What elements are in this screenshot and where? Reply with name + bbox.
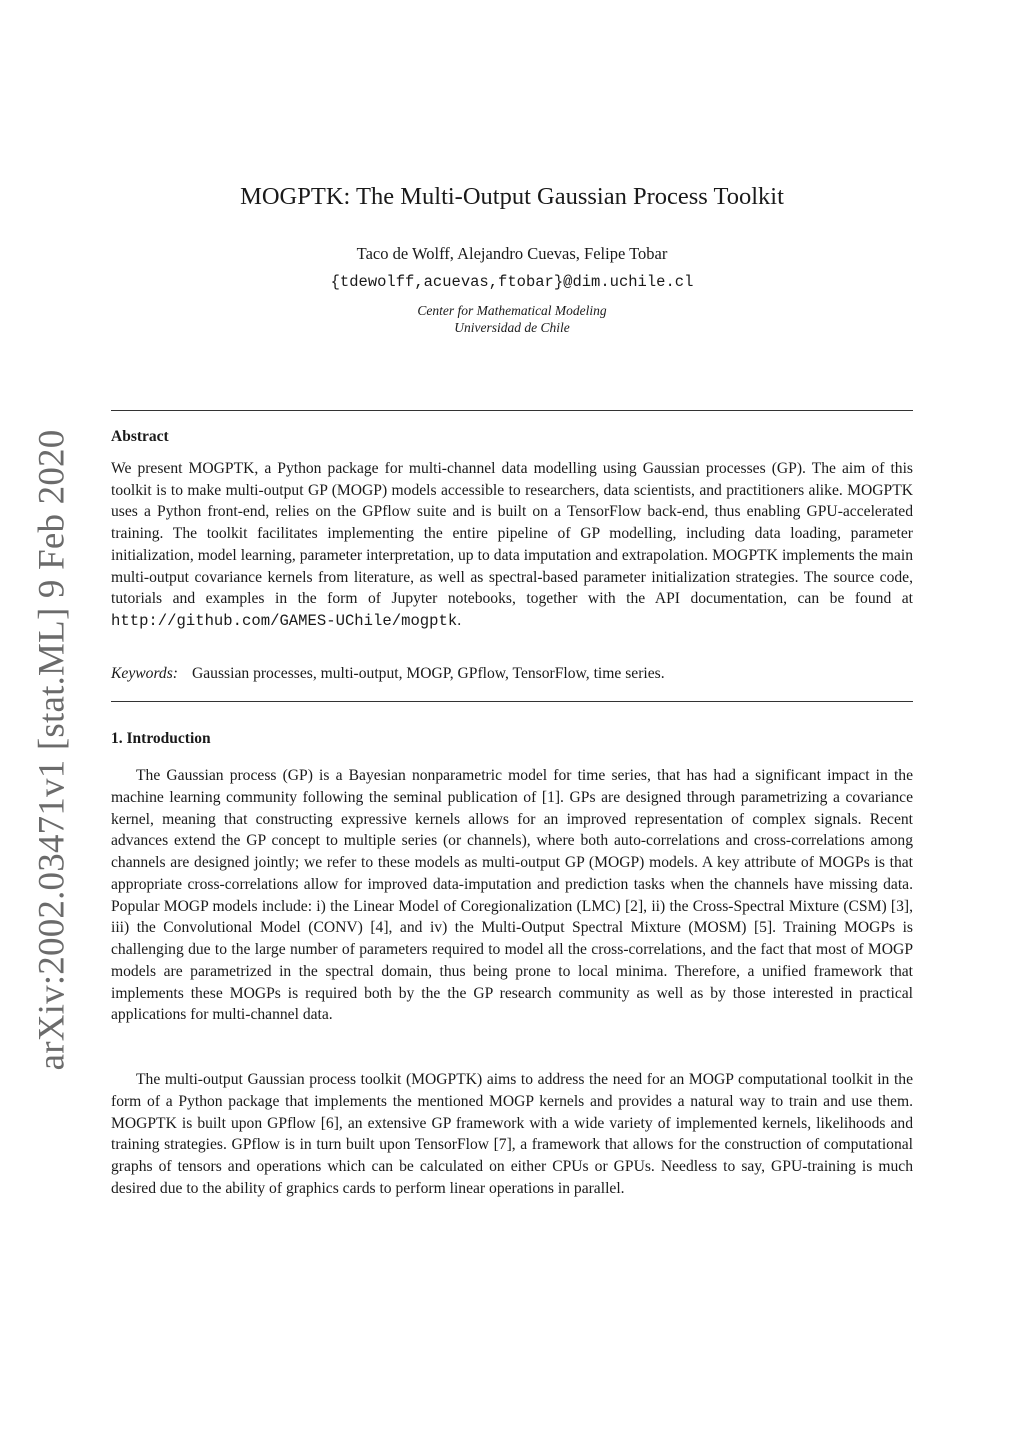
abstract-text: We present MOGPTK, a Python package for multi-channel data modelling using Gaussian processes (GP). The aim of this toolkit is to make multi-output GP (MOGP) models accessible to researchers, data scientists, and practitioners alike. MOGPTK uses a Python front-end, relies on the GPflow suite and is built on a TensorFlow back-end, thus enabling GPU-accelerated training. The toolkit facilitates implementing the entire pipeline of GP modelling, including data loading, parameter initialization, model learning, parameter interpretation, up to data imputation and extrapolation. MOGPTK implements the main multi-output covariance kernels from literature, as well as spectral-based parameter initialization strategies. The source code, tutorials and examples in the form of Jupyter notebooks, together with the API documentation, can be found at xyxy=(111,460,913,608)
abstract-heading: Abstract xyxy=(111,428,169,445)
introduction-paragraph-2: The multi-output Gaussian process toolkit (MOGPTK) aims to address the need for an MOGP computational toolkit in the form of a Python package that implements the mentioned MOGP kernels and provides a natural way to train and use them. MOGPTK is built upon GPflow [6], an extensive GP framework with a wide variety of implemented kernels, likelihoods and training strategies. GPflow is in turn built upon TensorFlow [7], a framework that allows for the construction of computational graphs of tensors and operations which can be calculated on either CPUs or GPUs. Needless to say, GPU-training is much desired due to the ability of graphics cards to perform linear operations in parallel. xyxy=(111,1071,913,1197)
arxiv-side-stamp: arXiv:2002.03471v1 [stat.ML] 9 Feb 2020 xyxy=(31,429,73,1071)
paper-title: MOGPTK: The Multi-Output Gaussian Process Toolkit xyxy=(240,183,784,210)
author-emails: {tdewolff,acuevas,ftobar}@dim.uchile.cl xyxy=(330,273,694,291)
abstract-bottom-rule xyxy=(111,701,913,702)
abstract-text-end: . xyxy=(457,611,462,629)
repository-url[interactable]: http://github.com/GAMES-UChile/mogptk xyxy=(111,611,458,630)
affiliation xyxy=(0,302,1024,336)
introduction-paragraph-1: The Gaussian process (GP) is a Bayesian nonparametric model for time series, that has had a significant impact in the machine learning community following the seminal publication of [1]. GPs are designed through parametrizing a covariance kernel, meaning that constructing expressive kernels allows for an improved representation of complex signals. Recent advances extend the GP concept to multiple series (or channels), where both auto-correlations and cross-correlations among channels are designed jointly; we refer to these models as multi-output GP (MOGP) models. A key attribute of MOGPs is that appropriate cross-correlations allow for improved data-imputation and prediction tasks when the channels have missing data. Popular MOGP models include: i) the Linear Model of Coregionalization (LMC) [2], ii) the Cross-Spectral Mixture (CSM) [3], iii) the Convolutional Model (CONV) [4], and iv) the Multi-Output Spectral Mixture (MOSM) [5]. Training MOGPs is challenging due to the large number of parameters required to model all the cross-correlations, and the fact that most of MOGP models are parametrized in the spectral domain, thus being prone to local minima. Therefore, a unified framework that implements these MOGPs is required both by the the GP research community as well as by those interested in practical applications for multi-channel data. xyxy=(111,767,913,1024)
keywords xyxy=(111,665,913,683)
abstract-body xyxy=(111,458,913,633)
keywords-label: Keywords: xyxy=(111,665,178,682)
keywords-list: Gaussian processes, multi-output, MOGP, GPflow, TensorFlow, time series. xyxy=(192,665,665,682)
section-heading-introduction: 1. Introduction xyxy=(111,730,211,747)
affiliation-center: Center for Mathematical Modeling xyxy=(417,303,607,318)
author-list: Taco de Wolff, Alejandro Cuevas, Felipe Tobar xyxy=(356,244,668,263)
abstract-top-rule xyxy=(111,410,913,411)
affiliation-university: Universidad de Chile xyxy=(454,320,570,335)
